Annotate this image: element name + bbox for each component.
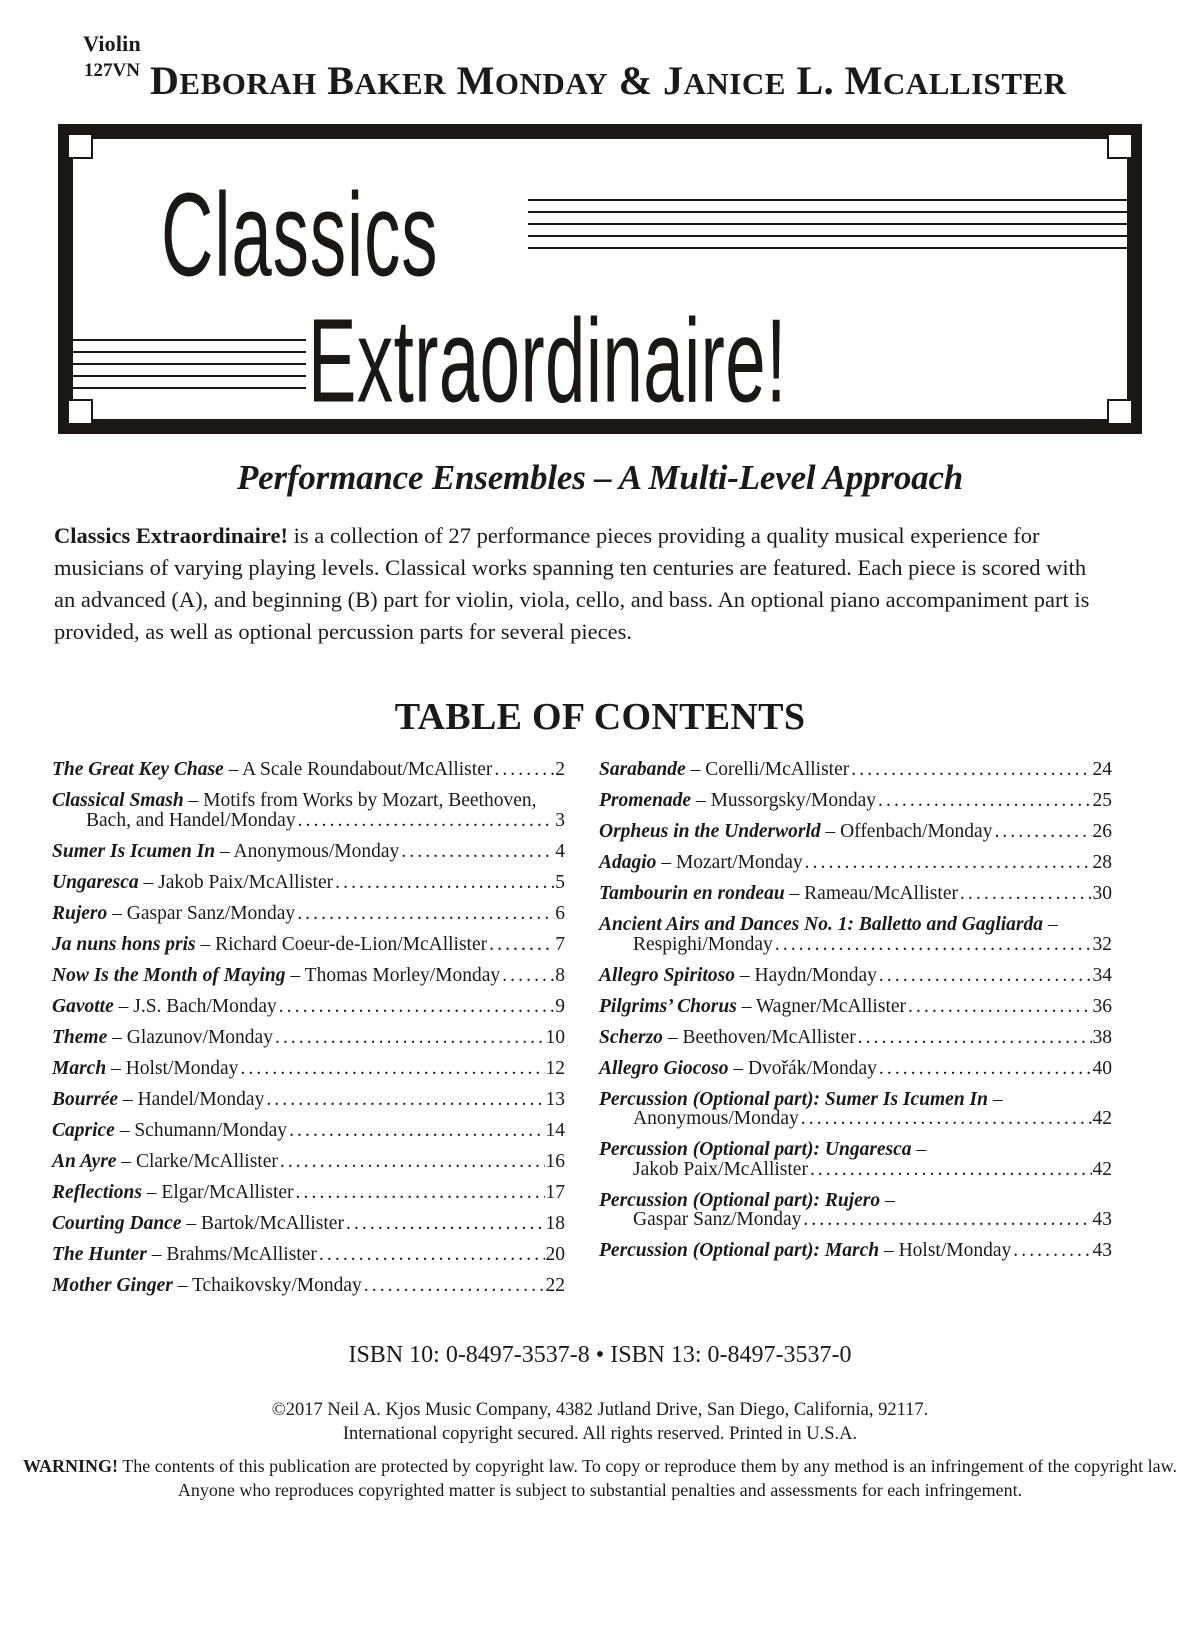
toc-entry-line [599, 1059, 1112, 1079]
instrument-name: Violin [83, 31, 141, 56]
toc-entry-text [52, 873, 333, 893]
toc-entry-line [52, 1090, 565, 1110]
toc-page-number: 4 [555, 840, 565, 862]
toc-page-number: 8 [555, 964, 565, 986]
toc-page-number: 28 [1092, 852, 1112, 873]
toc-entry-text [52, 1121, 287, 1141]
toc-entry-title: Reflections [52, 1181, 142, 1203]
warning-block [0, 1455, 1200, 1503]
toc-entry-wrapped-text: Jakob Paix/McAllister [633, 1158, 808, 1180]
toc-entry-text [599, 1191, 895, 1211]
toc-entry-text [599, 822, 992, 842]
toc-entry-detail: – Elgar/McAllister [141, 1181, 294, 1203]
corner-ornament-top-left [67, 133, 93, 159]
toc-entry-title: March [52, 1057, 107, 1079]
toc-dot-leader [879, 1059, 1092, 1079]
toc-entry[interactable] [599, 1191, 1112, 1230]
toc-entry-line [599, 791, 1112, 811]
toc-entry-title: Sarabande [599, 759, 686, 780]
toc-entry-line [599, 966, 1112, 986]
toc-entry-text [52, 1059, 238, 1079]
toc-dot-leader [858, 1028, 1092, 1048]
toc-entry-detail: – [880, 1189, 895, 1211]
toc-entry-line [52, 935, 565, 955]
title-word-extraordinaire: Extraordinaire! [308, 293, 787, 419]
toc-entry-detail: – Schumann/Monday [114, 1119, 288, 1141]
toc-entry-line [52, 760, 565, 780]
toc-entry[interactable] [599, 822, 1112, 842]
toc-entry-line [52, 1183, 565, 1203]
toc-entry-text [52, 904, 295, 924]
toc-entry-detail: – Motifs from Works by Mozart, Beethoven, [183, 790, 537, 811]
toc-dot-leader [1013, 1241, 1091, 1261]
toc-entry-line [52, 1121, 565, 1141]
toc-page-number: 18 [545, 1212, 565, 1234]
title-banner [58, 124, 1142, 434]
toc-entry[interactable] [52, 1028, 565, 1048]
toc-page-number: 9 [555, 995, 565, 1017]
toc-entry-line [52, 1152, 565, 1172]
toc-entry-title: Gavotte [52, 995, 114, 1017]
toc-dot-leader [266, 1090, 544, 1110]
toc-entry-line-wrapped [599, 1109, 1112, 1129]
toc-page-number: 16 [545, 1150, 565, 1172]
toc-entry-wrapped-text: Respighi/Monday [633, 933, 773, 955]
toc-entry[interactable] [599, 1241, 1112, 1261]
toc-entry-title: An Ayre [52, 1150, 117, 1172]
toc-entry-line [599, 1191, 1112, 1211]
toc-entry-title: Mother Ginger [52, 1274, 173, 1296]
toc-dot-leader [346, 1214, 545, 1234]
toc-entry-detail: – Jakob Paix/McAllister [138, 871, 334, 893]
toc-entry-title: The Great Key Chase [52, 759, 224, 780]
toc-dot-leader [908, 997, 1091, 1017]
toc-entry-text [52, 1245, 317, 1265]
toc-entry-title: Bourrée [52, 1088, 119, 1110]
toc-page-number: 22 [545, 1274, 565, 1296]
toc-page-number: 43 [1092, 1209, 1112, 1230]
toc-entry-detail: – Tchaikovsky/Monday [172, 1274, 362, 1296]
toc-entry-wrapped-text: Bach, and Handel/Monday [86, 809, 296, 831]
toc-entry-text [599, 1090, 1003, 1110]
toc-entry[interactable] [599, 1028, 1112, 1048]
toc-entry-text [599, 1140, 926, 1160]
toc-dot-leader [879, 966, 1092, 986]
toc-page-number: 26 [1092, 821, 1112, 842]
toc-entry[interactable] [52, 791, 565, 830]
toc-entry-text [52, 1276, 362, 1296]
toc-dot-leader [275, 1028, 545, 1048]
toc-entry-title: Percussion (Optional part): March [599, 1240, 880, 1261]
banner-stage [73, 139, 1127, 419]
toc-entry-line [52, 1214, 565, 1234]
toc-entry-line-wrapped [599, 935, 1112, 955]
toc-entry-title: Allegro Giocoso [599, 1057, 729, 1079]
toc-entry-detail: – Brahms/McAllister [146, 1243, 317, 1265]
toc-entry-detail: – Mozart/Monday [656, 852, 803, 873]
corner-ornament-bottom-right [1107, 399, 1133, 425]
toc-entry-wrapped-text: Gaspar Sanz/Monday [633, 1209, 802, 1230]
toc-page-number: 2 [555, 759, 565, 780]
copyright-line-1: ©2017 Neil A. Kjos Music Company, 4382 Jutland Drive, San Diego, California, 92117. [271, 1400, 929, 1420]
toc-entry-text [52, 760, 492, 780]
toc-entry[interactable] [52, 1245, 565, 1265]
toc-right-column [599, 760, 1112, 1307]
toc-entry-text [599, 884, 958, 904]
toc-page-number: 32 [1092, 933, 1112, 955]
toc-entry-title: The Hunter [52, 1243, 147, 1265]
toc-dot-leader [803, 1210, 1091, 1230]
toc-entry-text [599, 1028, 856, 1048]
toc-page-number: 25 [1092, 790, 1112, 811]
toc-entry-title: Orpheus in the Underworld [599, 821, 821, 842]
toc-entry-detail: – J.S. Bach/Monday [113, 995, 277, 1017]
toc-dot-leader [805, 853, 1092, 873]
toc-entry-detail: – Offenbach/Monday [820, 821, 993, 842]
toc-entry[interactable] [599, 997, 1112, 1017]
toc-entry-title: Allegro Spiritoso [599, 964, 735, 986]
toc-entry-title: Classical Smash [52, 790, 184, 811]
toc-entry[interactable] [599, 791, 1112, 811]
toc-entry-line-wrapped [599, 1210, 1112, 1230]
toc-page-number: 30 [1092, 883, 1112, 904]
toc-entry-title: Caprice [52, 1119, 115, 1141]
toc-entry-line [599, 1241, 1112, 1261]
toc-entry-detail: – Holst/Monday [106, 1057, 239, 1079]
toc-entry-title: Percussion (Optional part): Ungaresca [599, 1139, 912, 1160]
toc-page-number: 7 [555, 933, 565, 955]
toc-entry-text [599, 1059, 877, 1079]
toc-entry[interactable] [599, 1090, 1112, 1129]
toc-entry[interactable] [52, 1276, 565, 1296]
toc-page-number: 6 [555, 902, 565, 924]
toc-dot-leader [319, 1245, 545, 1265]
toc-page-number: 14 [545, 1119, 565, 1141]
toc-entry-line [599, 760, 1112, 780]
toc-entry-line [599, 997, 1112, 1017]
toc-entry[interactable] [599, 884, 1112, 904]
toc-entry-detail: – Corelli/McAllister [685, 759, 850, 780]
toc-dot-leader [810, 1160, 1092, 1180]
composers-heading [150, 57, 1067, 104]
toc-entry-detail: – Richard Coeur-de-Lion/McAllister [195, 933, 488, 955]
toc-entry-text [52, 1214, 344, 1234]
toc-entry-line [52, 1245, 565, 1265]
description-body: is a collection of 27 performance pieces providing a quality musical experience for musicians of varying playing levels. Classical works spanning ten centuries are featured. Each piece is scored with an advanced (A), and beginning (B) part for violin, viola, cello, and bass. An optional piano accompaniment part is provided, as well as optional percussion parts for several pieces. [54, 523, 1090, 644]
warning-text: The contents of this publication are protected by copyright law. To copy or reproduce them by any method is an infringement of the copyright law. Anyone who reproduces copyrighted matter is subject to substantial penalties and assessments for each infringement. [118, 1456, 1177, 1500]
toc-entry-detail: – Bartok/McAllister [181, 1212, 344, 1234]
toc-entry-detail: – Wagner/McAllister [736, 995, 907, 1017]
toc-entry[interactable] [599, 915, 1112, 954]
toc-entry-title: Adagio [599, 852, 657, 873]
toc-dot-leader [494, 760, 554, 780]
table-of-contents [52, 760, 1148, 1307]
toc-entry-title: Ja nuns hons pris [52, 933, 196, 955]
toc-entry-line-wrapped [599, 1160, 1112, 1180]
toc-entry-text [52, 791, 536, 811]
toc-entry[interactable] [52, 1059, 565, 1079]
toc-entry-detail: – A Scale Roundabout/McAllister [223, 759, 493, 780]
toc-entry[interactable] [599, 853, 1112, 873]
toc-entry-detail: – Dvořák/Monday [728, 1057, 877, 1079]
toc-entry-title: Percussion (Optional part): Sumer Is Icumen In [599, 1088, 988, 1110]
toc-entry-line [599, 853, 1112, 873]
toc-dot-leader [240, 1059, 544, 1079]
toc-entry-line [52, 966, 565, 986]
toc-dot-leader [296, 1183, 545, 1203]
toc-entry[interactable] [52, 966, 565, 986]
toc-dot-leader [335, 873, 554, 893]
toc-entry[interactable] [52, 1214, 565, 1234]
toc-entry[interactable] [52, 1121, 565, 1141]
toc-dot-leader [994, 822, 1091, 842]
toc-entry-line-wrapped [52, 811, 565, 831]
toc-entry-line [52, 842, 565, 862]
toc-page-number: 12 [545, 1057, 565, 1079]
toc-left-column [52, 760, 565, 1307]
description-bold-lead: Classics Extraordinaire! [54, 523, 288, 548]
toc-entry-title: Theme [52, 1026, 108, 1048]
description-paragraph [54, 520, 1094, 648]
toc-dot-leader [960, 884, 1092, 904]
toc-dot-leader [502, 966, 554, 986]
toc-page-number: 5 [555, 871, 565, 893]
toc-entry-wrapped-text: Anonymous/Monday [633, 1108, 799, 1129]
toc-entry-text [599, 1241, 1011, 1261]
toc-entry[interactable] [52, 904, 565, 924]
toc-entry-detail: – Anonymous/Monday [215, 840, 400, 862]
toc-entry[interactable] [52, 935, 565, 955]
toc-entry-line [52, 791, 565, 811]
toc-entry-text [52, 1028, 273, 1048]
toc-entry[interactable] [52, 842, 565, 862]
toc-entry-title: Tambourin en rondeau [599, 883, 785, 904]
toc-dot-leader [364, 1276, 545, 1296]
toc-dot-leader [297, 904, 554, 924]
toc-dot-leader [298, 811, 555, 831]
toc-entry-line [599, 822, 1112, 842]
toc-entry-line [599, 884, 1112, 904]
toc-dot-leader [801, 1109, 1092, 1129]
toc-entry-line [52, 1276, 565, 1296]
toc-entry-line [599, 1028, 1112, 1048]
toc-entry-text [52, 935, 487, 955]
toc-entry-title: Percussion (Optional part): Rujero [599, 1189, 881, 1211]
toc-entry-detail: – Glazunov/Monday [107, 1026, 273, 1048]
toc-entry-detail: – Rameau/McAllister [784, 883, 958, 904]
toc-entry-title: Sumer Is Icumen In [52, 840, 216, 862]
toc-dot-leader [401, 842, 554, 862]
toc-entry[interactable] [52, 1090, 565, 1110]
staff-lines-bottom [73, 339, 306, 389]
toc-entry-text [599, 966, 877, 986]
corner-ornament-top-right [1107, 133, 1133, 159]
toc-entry-detail: – Handel/Monday [118, 1088, 265, 1110]
title-word-classics: Classics [161, 167, 439, 302]
warning-label: WARNING! [23, 1456, 119, 1476]
composers-text: DEBORAH BAKER MONDAY & JANICE L. MCALLISTER [150, 58, 1067, 103]
toc-entry-line [52, 904, 565, 924]
toc-entry[interactable] [599, 760, 1112, 780]
toc-entry-detail: – Gaspar Sanz/Monday [107, 902, 296, 924]
toc-entry-detail: – Mussorgsky/Monday [691, 790, 876, 811]
toc-entry-detail: – Clarke/McAllister [116, 1150, 278, 1172]
toc-entry[interactable] [52, 997, 565, 1017]
copyright-line-2: International copyright secured. All rights reserved. Printed in U.S.A. [342, 1424, 858, 1445]
toc-entry-title: Ungaresca [52, 871, 139, 893]
subtitle: Performance Ensembles – A Multi-Level Approach [236, 458, 964, 497]
toc-entry-title: Pilgrims’ Chorus [599, 995, 737, 1017]
toc-entry-detail: – Beethoven/McAllister [662, 1026, 856, 1048]
toc-page-number: 17 [545, 1181, 565, 1203]
toc-entry-title: Now Is the Month of Maying [52, 964, 286, 986]
toc-entry-title: Ancient Airs and Dances No. 1: Balletto and Gagliarda [599, 914, 1044, 935]
toc-entry[interactable] [52, 1183, 565, 1203]
toc-entry-detail: – Haydn/Monday [735, 964, 877, 986]
toc-dot-leader [489, 935, 554, 955]
toc-entry[interactable] [52, 1152, 565, 1172]
toc-entry-text [52, 1090, 264, 1110]
toc-entry-title: Promenade [599, 790, 692, 811]
toc-page-number: 20 [545, 1243, 565, 1265]
toc-page-number: 10 [545, 1026, 565, 1048]
toc-entry-line [52, 1059, 565, 1079]
toc-entry-title: Rujero [52, 902, 108, 924]
toc-entry-line [52, 1028, 565, 1048]
toc-entry-detail: – [1043, 914, 1058, 935]
toc-entry-text [599, 853, 803, 873]
toc-entry-title: Courting Dance [52, 1212, 182, 1234]
toc-entry-text [52, 997, 277, 1017]
toc-entry-detail: – Thomas Morley/Monday [285, 964, 501, 986]
toc-page-number: 34 [1092, 964, 1112, 986]
toc-entry-detail: – [987, 1088, 1003, 1110]
toc-entry-text [52, 1183, 294, 1203]
toc-entry-title: Scherzo [599, 1026, 663, 1048]
instrument-code: 127VN [84, 59, 140, 81]
toc-entry-text [599, 997, 906, 1017]
toc-entry-line [52, 873, 565, 893]
toc-page-number: 3 [555, 809, 565, 831]
toc-entry-line [52, 997, 565, 1017]
isbn-line: ISBN 10: 0-8497-3537-8 • ISBN 13: 0-8497-3537-0 [348, 1342, 852, 1368]
toc-entry-text [52, 842, 399, 862]
corner-ornament-bottom-left [67, 399, 93, 425]
toc-entry-line [599, 1140, 1112, 1160]
toc-entry[interactable] [599, 966, 1112, 986]
toc-entry-text [599, 760, 849, 780]
toc-entry[interactable] [599, 1059, 1112, 1079]
copyright-block [0, 1398, 1200, 1447]
toc-dot-leader [280, 1152, 545, 1172]
toc-entry-text [52, 966, 500, 986]
toc-entry-detail: – Holst/Monday [879, 1240, 1012, 1261]
toc-dot-leader [878, 791, 1092, 811]
toc-page-number: 38 [1092, 1026, 1112, 1048]
toc-page-number: 36 [1092, 995, 1112, 1017]
toc-page-number: 24 [1092, 759, 1112, 780]
toc-page-number: 42 [1092, 1108, 1112, 1129]
toc-entry-detail: – [911, 1139, 927, 1160]
toc-dot-leader [289, 1121, 544, 1141]
toc-entry[interactable] [599, 1140, 1112, 1179]
toc-heading: TABLE OF CONTENTS [394, 696, 806, 738]
toc-entry-line [599, 1090, 1112, 1110]
toc-dot-leader [279, 997, 554, 1017]
toc-entry-text [599, 791, 876, 811]
toc-page-number: 42 [1092, 1158, 1112, 1180]
toc-dot-leader [775, 935, 1092, 955]
toc-page-number: 40 [1092, 1057, 1112, 1079]
toc-entry-text [52, 1152, 278, 1172]
toc-entry-line [599, 915, 1112, 935]
toc-entry-text [599, 915, 1058, 935]
toc-page-number: 43 [1092, 1240, 1112, 1261]
toc-entry[interactable] [52, 873, 565, 893]
toc-dot-leader [851, 760, 1091, 780]
staff-lines-top [528, 199, 1127, 249]
toc-entry[interactable] [52, 760, 565, 780]
toc-page-number: 13 [545, 1088, 565, 1110]
